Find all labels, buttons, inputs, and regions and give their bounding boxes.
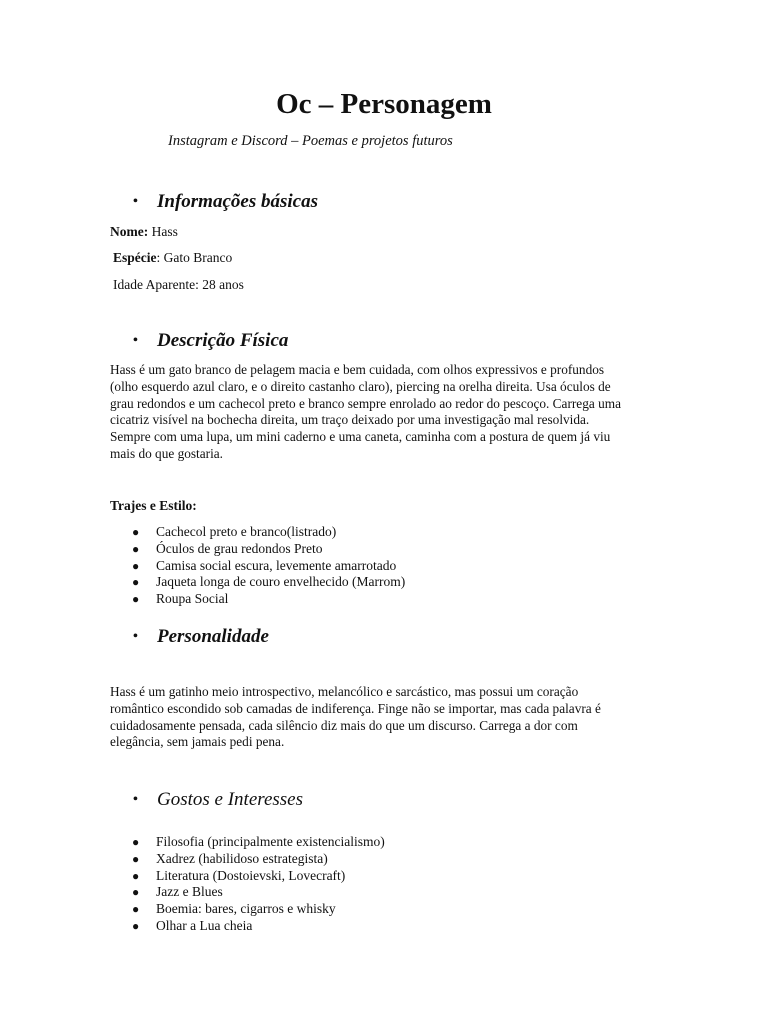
section-heading-interests	[133, 787, 303, 813]
list-item	[110, 868, 385, 885]
list-item-text: Jazz e Blues	[156, 884, 223, 900]
species-line	[113, 249, 232, 267]
section-heading-physical	[133, 328, 288, 354]
paragraph-line: Hass é um gatinho meio introspectivo, melancólico e sarcástico, mas possui um coração	[110, 684, 579, 699]
list-item	[110, 851, 385, 868]
document-subtitle: Instagram e Discord – Poemas e projetos futuros	[168, 133, 453, 149]
species-label: Espécie	[113, 250, 157, 265]
paragraph-line: Sempre com uma lupa, um mini caderno e uma caneta, caminha com a postura de quem já viu	[110, 429, 611, 445]
paragraph-line: grau redondos e um cachecol preto e branco sempre enrolado ao redor do pescoço. Carrega uma	[110, 395, 621, 411]
paragraph-line: cuidadosamente pensada, cada silêncio diz mais do que um discurso. Carrega a dor com	[110, 717, 578, 733]
bullet-icon: •	[133, 792, 138, 807]
bullet-icon: ●	[132, 902, 140, 917]
section-heading-basic-text: Informações básicas	[157, 191, 318, 212]
paragraph-line: romântico escondido sob camadas de indiferença. Finge não se importar, mas cada palavra é	[110, 700, 601, 716]
section-heading-personality-text: Personalidade	[157, 626, 269, 647]
list-item	[110, 558, 405, 575]
list-item-text: Cachecol preto e branco(listrado)	[156, 524, 337, 539]
section-heading-personality	[133, 624, 269, 650]
name-label: Nome:	[110, 224, 149, 239]
list-item	[110, 884, 385, 901]
bullet-icon: ●	[132, 918, 140, 933]
interests-list	[110, 834, 385, 935]
list-item-text: Olhar a Lua cheia	[156, 917, 253, 933]
bullet-icon: ●	[132, 868, 140, 883]
name-value: Hass	[148, 224, 178, 239]
list-item	[110, 901, 385, 918]
list-item-text: Filosofia (principalmente existencialismo)	[156, 834, 385, 849]
personality-description	[110, 684, 658, 751]
list-item	[110, 574, 405, 591]
list-item	[110, 591, 405, 608]
list-item-text: Boemia: bares, cigarros e whisky	[156, 901, 336, 917]
bullet-icon: ●	[132, 525, 140, 539]
list-item-text: Jaqueta longa de couro envelhecido (Marrom)	[156, 574, 406, 590]
bullet-icon: ●	[132, 541, 140, 556]
paragraph-line: cicatriz visível na bochecha direita, um traço deixado por uma investigação mal resolvida.	[110, 412, 590, 428]
physical-description	[110, 362, 658, 463]
section-heading-interests-text: Gostos e Interesses	[157, 789, 303, 810]
list-item	[110, 541, 405, 558]
bullet-icon: •	[133, 194, 138, 209]
section-heading-physical-text: Descrição Física	[157, 330, 289, 351]
document-title: Oc – Personagem	[276, 88, 492, 120]
bullet-icon: ●	[132, 851, 140, 866]
style-heading	[110, 497, 197, 515]
paragraph-line: elegância, sem jamais pedi pena.	[110, 734, 285, 750]
bullet-icon: ●	[132, 575, 140, 590]
age-line: Idade Aparente: 28 anos	[113, 277, 244, 292]
bullet-icon: ●	[132, 835, 140, 849]
bullet-icon: ●	[132, 885, 140, 900]
paragraph-line: mais do que gostaria.	[110, 445, 223, 461]
section-heading-basic	[133, 189, 318, 215]
bullet-icon: •	[133, 333, 138, 348]
name-line	[110, 223, 178, 241]
style-heading-text: Trajes e Estilo:	[110, 498, 197, 513]
list-item-text: Óculos de grau redondos Preto	[156, 540, 323, 556]
list-item	[110, 834, 385, 851]
list-item-text: Literatura (Dostoievski, Lovecraft)	[156, 867, 346, 883]
bullet-icon: ●	[132, 558, 140, 573]
list-item-text: Xadrez (habilidoso estrategista)	[156, 850, 328, 866]
list-item	[110, 524, 405, 541]
species-value: : Gato Branco	[156, 250, 233, 265]
bullet-icon: •	[133, 629, 138, 644]
bullet-icon: ●	[132, 592, 140, 607]
list-item-text: Camisa social escura, levemente amarrotado	[156, 557, 397, 573]
paragraph-line: (olho esquerdo azul claro, e o direito castanho claro), piercing na orelha direita. Usa óculos de	[110, 378, 611, 394]
paragraph-line: Hass é um gato branco de pelagem macia e bem cuidada, com olhos expressivos e profundos	[110, 362, 605, 377]
style-list	[110, 524, 405, 608]
list-item-text: Roupa Social	[156, 591, 229, 607]
list-item	[110, 918, 385, 935]
